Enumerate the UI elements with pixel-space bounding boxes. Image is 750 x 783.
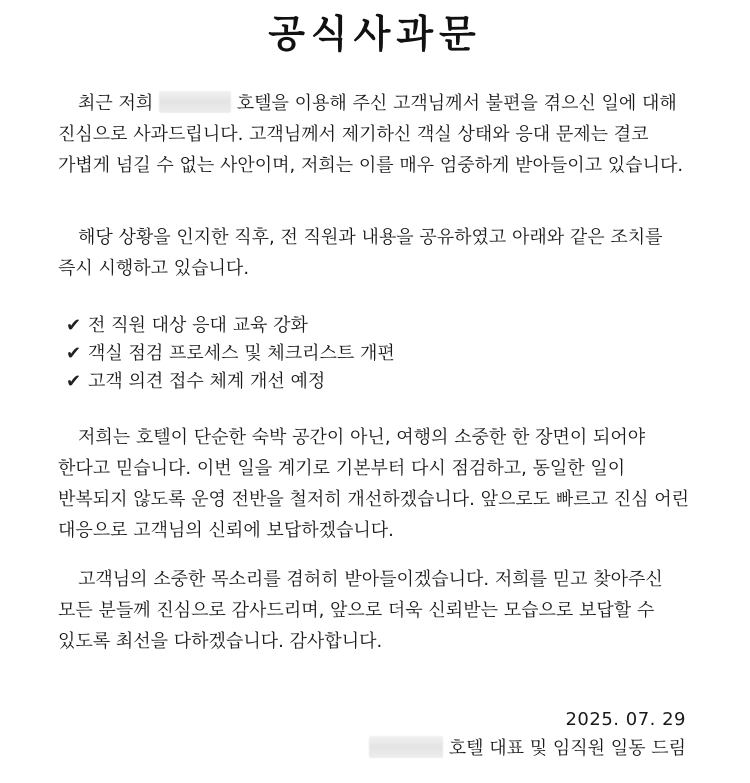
- check-icon: ✔: [66, 371, 82, 392]
- action-checklist: [66, 312, 395, 396]
- checklist-item-label: 고객 의견 접수 체계 개선 예정: [88, 371, 326, 392]
- paragraph-apology-body: 호텔을 이용해 주신 고객님께서 불편을 겪으신 일에 대해 진심으로 사과드립니다. 고객님께서 제기하신 객실 상태와 응대 문제는 결코 가볍게 넘길 수 없는 사안이며, 저희는 이를 매우 엄중하게 받아들이고 있습니다.: [58, 93, 684, 176]
- paragraph-actions-text: 해당 상황을 인지한 직후, 전 직원과 내용을 공유하였고 아래와 같은 조치를 즉시 시행하고 있습니다.: [58, 227, 663, 279]
- paragraph-actions: [58, 222, 698, 284]
- checklist-item-label: 객실 점검 프로세스 및 체크리스트 개편: [88, 343, 395, 364]
- checklist-item: [66, 312, 395, 340]
- paragraph-apology: [58, 88, 698, 181]
- paragraph-gratitude: [58, 564, 698, 657]
- signature-line: [369, 736, 686, 761]
- checklist-item: [66, 368, 395, 396]
- redacted-hotel-name: [369, 736, 443, 758]
- paragraph-commitment: [58, 422, 698, 546]
- paragraph-apology-lead: 최근 저희: [78, 93, 154, 114]
- check-icon: ✔: [66, 315, 82, 336]
- document-title: 공식사과문: [268, 12, 482, 56]
- paragraph-commitment-text: 저희는 호텔이 단순한 숙박 공간이 아닌, 여행의 소중한 한 장면이 되어야 한다고 믿습니다. 이번 일을 계기로 기본부터 다시 점검하고, 동일한 일이 반복되지 않도록 운영 전반을 철저히 개선하겠습니다. 앞으로도 빠르고 진심 어린 대응으로 고객님의 신뢰에 보답하겠습니다.: [58, 427, 690, 541]
- redacted-hotel-name: [159, 91, 231, 113]
- checklist-item: [66, 340, 395, 368]
- check-icon: ✔: [66, 343, 82, 364]
- signature-text: 호텔 대표 및 임직원 일동 드림: [448, 738, 686, 759]
- document-date: 2025. 07. 29: [565, 709, 686, 730]
- checklist-item-label: 전 직원 대상 응대 교육 강화: [88, 315, 308, 336]
- paragraph-gratitude-text: 고객님의 소중한 목소리를 겸허히 받아들이겠습니다. 저희를 믿고 찾아주신 모든 분들께 진심으로 감사드리며, 앞으로 더욱 신뢰받는 모습으로 보답할 수 있도록 최선을 다하겠습니다. 감사합니다.: [58, 569, 663, 652]
